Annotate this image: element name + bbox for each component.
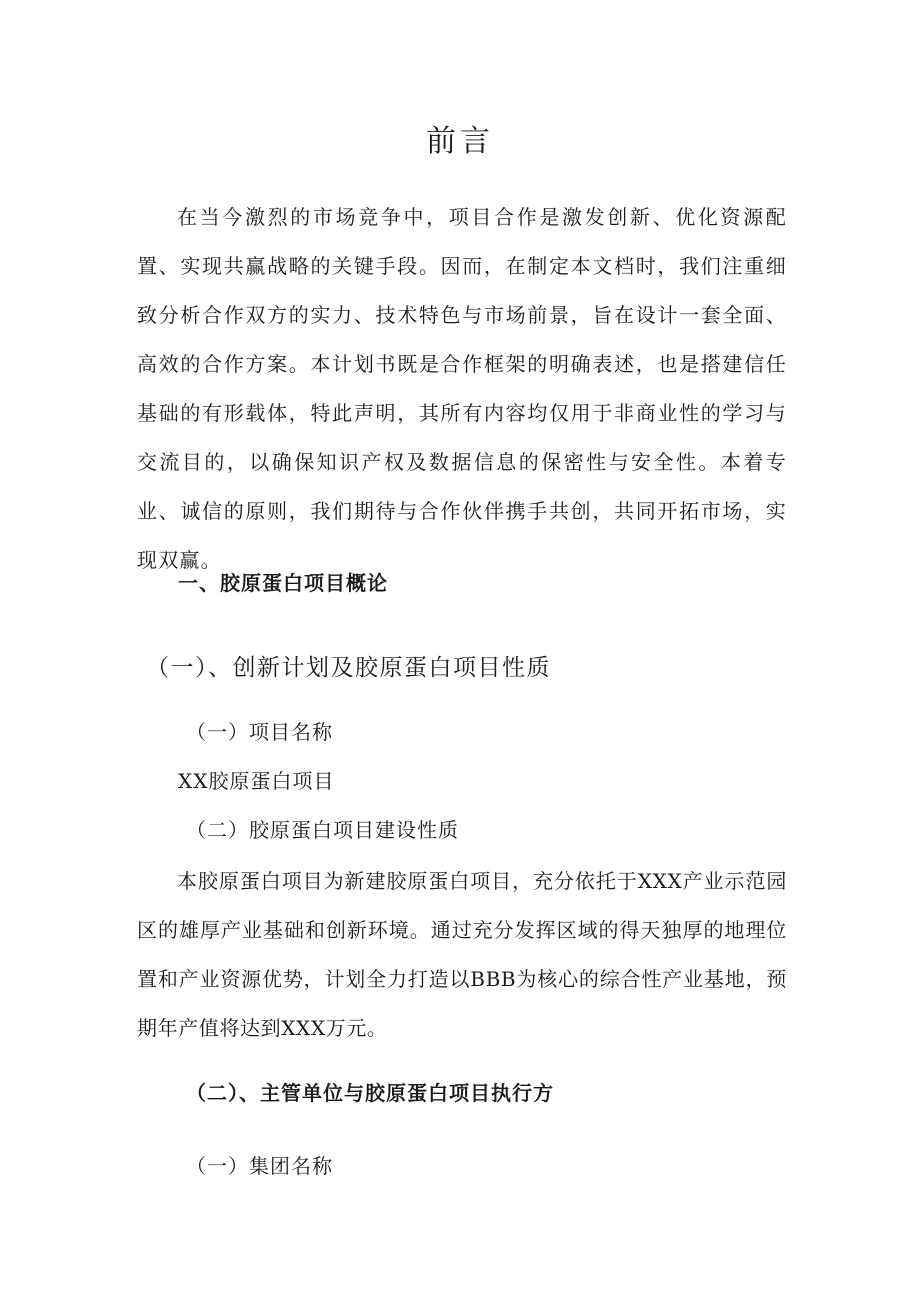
item-label-construction-nature: （二）胶原蛋白项目建设性质	[186, 818, 459, 842]
section-heading-overview: 一、胶原蛋白项目概论	[178, 571, 388, 595]
item-value-project-name: XX胶原蛋白项目	[178, 769, 335, 793]
subsection-heading-executor: （二）、主管单位与胶原蛋白项目执行方	[186, 1081, 554, 1105]
item-label-project-name: （一）项目名称	[186, 720, 333, 744]
subsection-heading-innovation-plan: （一）、创新计划及胶原蛋白项目性质	[146, 655, 551, 681]
project-paragraph: 本胶原蛋白项目为新建胶原蛋白项目，充分依托于XXX产业示范园区的雄厚产业基础和创新环境。通过充分发挥区域的得天独厚的地理位置和产业资源优势，计划全力打造以BBB为核心的综合性产业基地，预期年产值将达到XXX万元。	[137, 869, 787, 1040]
page-title: 前言	[426, 124, 494, 159]
intro-paragraph: 在当今激烈的市场竞争中，项目合作是激发创新、优化资源配置、实现共赢战略的关键手段。因而，在制定本文档时，我们注重细致分析合作双方的实力、技术特色与市场前景，旨在设计一套全面、高效的合作方案。本计划书既是合作框架的明确表述，也是搭建信任基础的有形载体，特此声明，其所有内容均仅用于非商业性的学习与交流目的，以确保知识产权及数据信息的保密性与安全性。本着专业、诚信的原则，我们期待与合作伙伴携手共创，共同开拓市场，实现双赢。	[137, 205, 787, 572]
item-label-group-name: （一）集团名称	[186, 1154, 333, 1178]
